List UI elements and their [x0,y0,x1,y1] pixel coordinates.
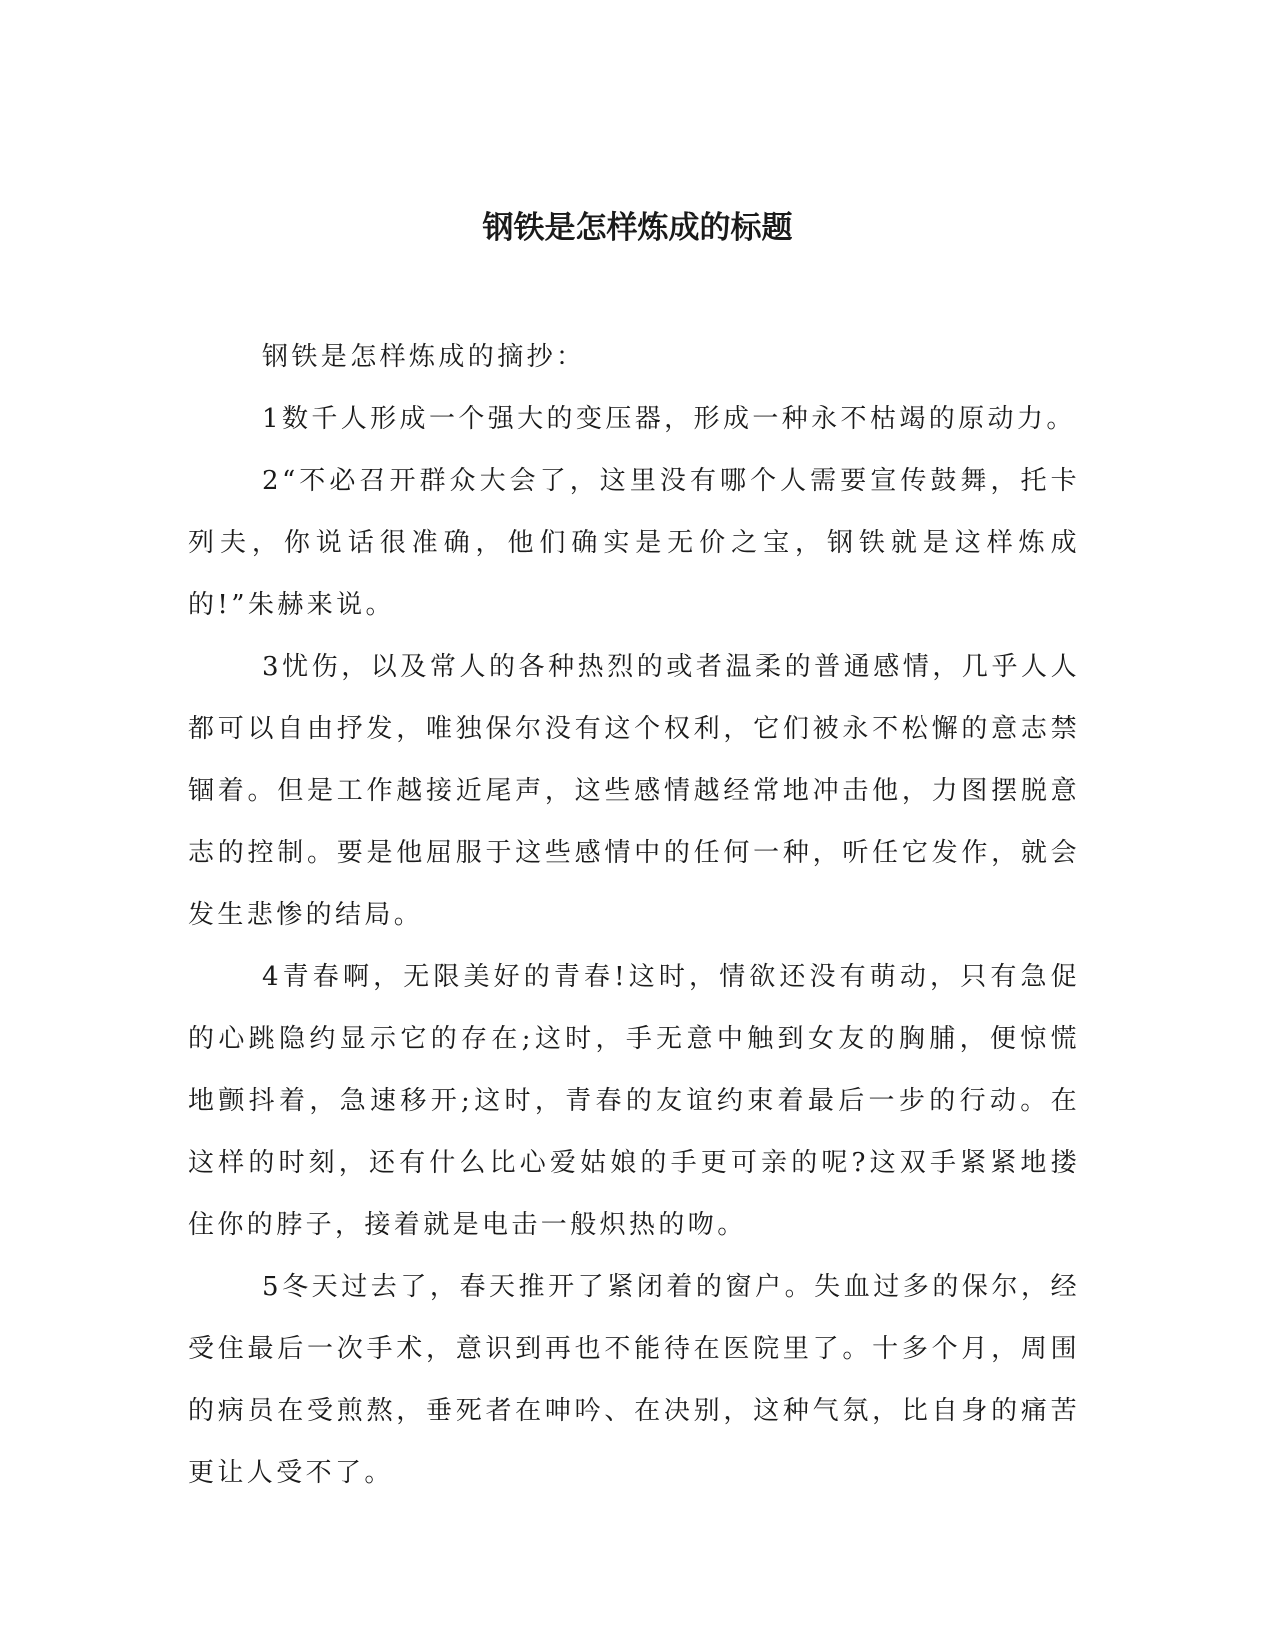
paragraph-excerpt-5: 5冬天过去了，春天推开了紧闭着的窗户。失血过多的保尔，经受住最后一次手术，意识到再也不能待在医院里了。十多个月，周围的病员在受煎熬，垂死者在呻吟、在决别，这种气氛，比自身的痛苦更让人受不了。 [188,1272,1080,1488]
paragraph-excerpt-3: 3忧伤，以及常人的各种热烈的或者温柔的普通感情，几乎人人都可以自由抒发，唯独保尔没有这个权利，它们被永不松懈的意志禁锢着。但是工作越接近尾声，这些感情越经常地冲击他，力图摆脱意志的控制。要是他屈服于这些感情中的任何一种，听任它发作，就会发生悲惨的结局。 [188,652,1080,930]
paragraph-excerpt-1: 1数千人形成一个强大的变压器，形成一种永不枯竭的原动力。 [262,404,1076,434]
document-body [188,326,1080,1504]
paragraph-excerpt-4: 4青春啊，无限美好的青春!这时，情欲还没有萌动，只有急促的心跳隐约显示它的存在;这时，手无意中触到女友的胸脯，便惊慌地颤抖着，急速移开;这时，青春的友谊约束着最后一步的行动。在这样的时刻，还有什么比心爱姑娘的手更可亲的呢?这双手紧紧地搂住你的脖子，接着就是电击一般炽热的吻。 [188,962,1080,1240]
paragraph-excerpt-2: 2“不必召开群众大会了，这里没有哪个人需要宣传鼓舞，托卡列夫，你说话很准确，他们确实是无价之宝，钢铁就是这样炼成的!”朱赫来说。 [188,466,1080,620]
document-title: 钢铁是怎样炼成的标题 [482,210,793,246]
paragraph-intro: 钢铁是怎样炼成的摘抄： [262,342,586,372]
